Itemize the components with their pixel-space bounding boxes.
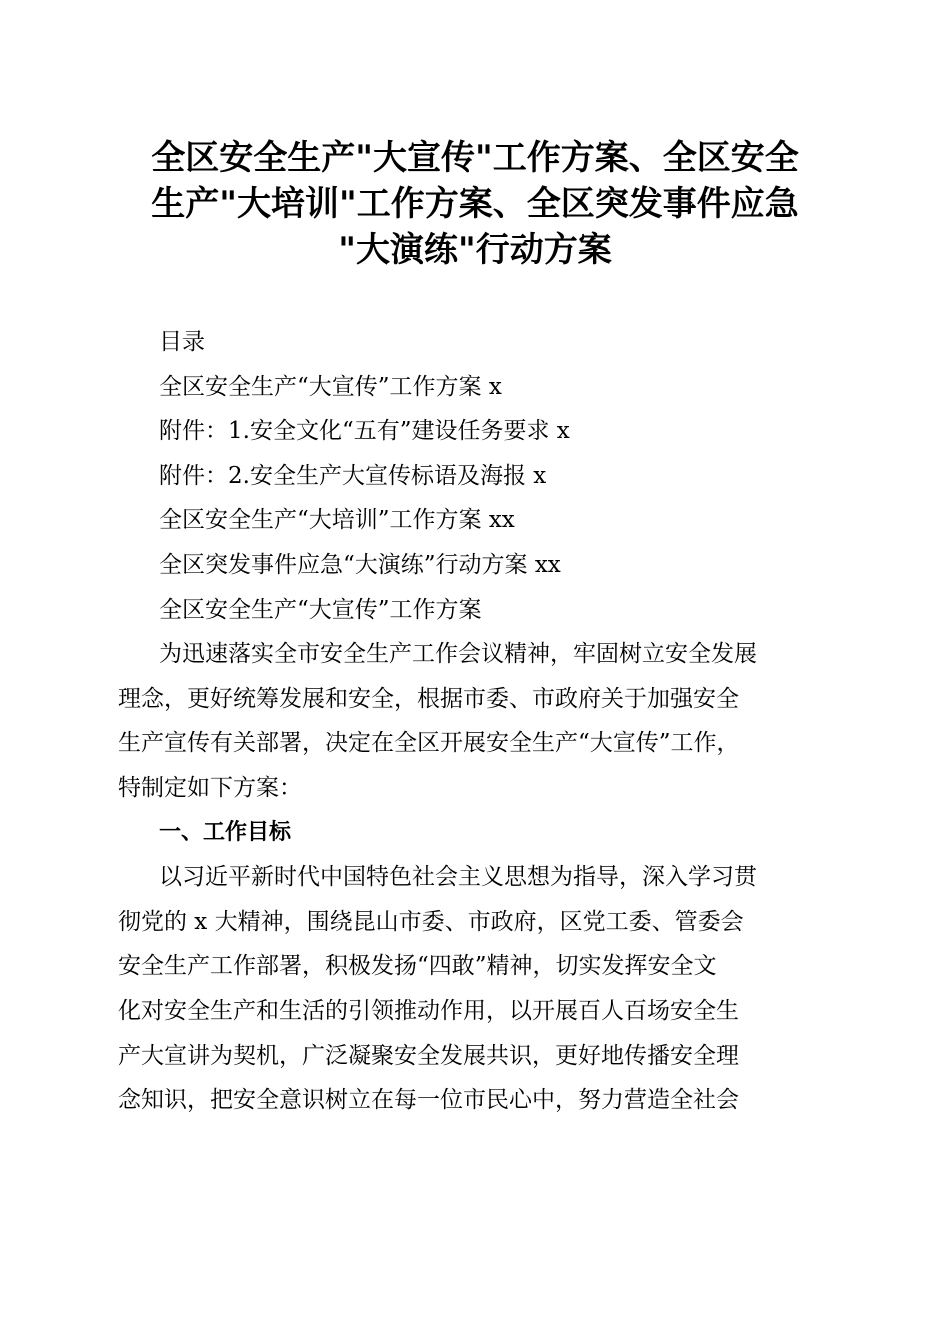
goal-line: 化对安全生产和生活的引领推动作用，以开展百人百场安全生: [118, 997, 739, 1024]
goal-line: 产大宣讲为契机，广泛凝聚安全发展共识，更好地传播安全理: [118, 1042, 739, 1069]
title-line: 全区安全生产"大宣传"工作方案、全区安全: [151, 138, 799, 178]
intro-line: 为迅速落实全市安全生产工作会议精神，牢固树立安全发展: [159, 641, 757, 668]
toc-item: 全区安全生产“大宣传”工作方案 x: [159, 373, 502, 400]
toc-label: 目录: [159, 329, 205, 355]
intro-line: 生产宣传有关部署，决定在全区开展安全生产“大宣传”工作，: [118, 730, 740, 757]
title-line: "大演练"行动方案: [338, 230, 612, 270]
title-line: 生产"大培训"工作方案、全区突发事件应急: [151, 184, 799, 224]
document-title: [110, 135, 840, 273]
goal-line: 安全生产工作部署，积极发扬“四敢”精神，切实发挥安全文: [118, 953, 717, 980]
toc-item: 全区安全生产“大培训”工作方案 xx: [159, 507, 515, 534]
intro-line: 特制定如下方案：: [118, 774, 302, 801]
goal-line: 彻党的 x 大精神，围绕昆山市委、市政府，区党工委、管委会: [118, 908, 744, 935]
toc-item: 附件：1.安全文化“五有”建设任务要求 x: [159, 418, 570, 445]
toc-item: 附件：2.安全生产大宣传标语及海报 x: [159, 462, 547, 489]
goal-line: 念知识，把安全意识树立在每一位市民心中，努力营造全社会: [118, 1087, 739, 1114]
intro-line: 理念，更好统筹发展和安全，根据市委、市政府关于加强安全: [118, 685, 739, 712]
toc-item: 全区突发事件应急“大演练”行动方案 xx: [159, 551, 561, 578]
document-body: [118, 320, 830, 1123]
section-title: 全区安全生产“大宣传”工作方案: [159, 596, 482, 623]
heading-work-goals: 一、工作目标: [159, 819, 292, 845]
goal-line: 以习近平新时代中国特色社会主义思想为指导，深入学习贯: [159, 864, 757, 891]
